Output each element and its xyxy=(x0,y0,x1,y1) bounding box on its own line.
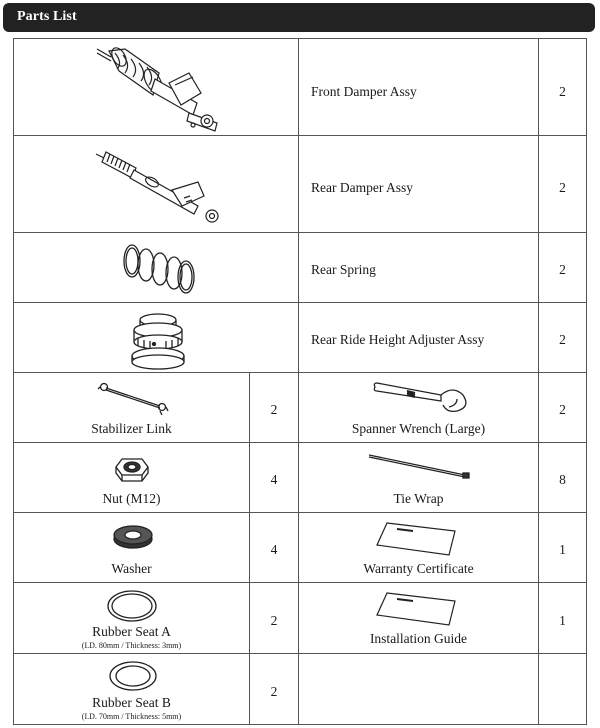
front-damper-image-cell xyxy=(13,38,299,136)
warranty-cell xyxy=(298,512,539,583)
rubber-seat-icon xyxy=(106,589,158,623)
front-damper-qty-cell xyxy=(538,38,587,136)
rubber-seat-a-cell xyxy=(13,582,250,654)
part-detail: (I.D. 80mm / Thickness: 3mm) xyxy=(81,641,182,650)
spanner-wrench-icon xyxy=(371,381,471,415)
spanner-wrench-qty-cell xyxy=(538,372,587,443)
rear-adjuster-image-cell xyxy=(13,302,299,373)
rear-damper-qty-cell xyxy=(538,135,587,233)
rear-damper-name-cell xyxy=(298,135,539,233)
part-qty: 4 xyxy=(270,542,278,557)
part-qty: 4 xyxy=(270,472,278,487)
washer-qty-cell xyxy=(249,512,299,583)
part-name: Nut (M12) xyxy=(102,491,161,506)
part-qty: 1 xyxy=(559,613,566,628)
spanner-wrench-cell xyxy=(298,372,539,443)
front-damper-icon xyxy=(89,43,229,133)
tie-wrap-icon xyxy=(365,451,475,481)
install-guide-cell xyxy=(298,582,539,654)
rubber-seat-a-qty-cell xyxy=(249,582,299,654)
rear-spring-image-cell xyxy=(13,232,299,303)
front-damper-name-cell xyxy=(298,38,539,136)
rubber-seat-b-qty-cell xyxy=(249,653,299,725)
nut-cell xyxy=(13,442,250,513)
part-name: Rear Damper Assy xyxy=(311,180,413,195)
tie-wrap-qty-cell xyxy=(538,442,587,513)
part-name: Rear Ride Height Adjuster Assy xyxy=(311,332,485,347)
part-detail: (I.D. 70mm / Thickness: 5mm) xyxy=(81,712,182,721)
install-guide-qty-cell xyxy=(538,582,587,654)
tie-wrap-cell xyxy=(298,442,539,513)
height-adjuster-icon xyxy=(126,308,190,370)
rear-spring-qty-cell xyxy=(538,232,587,303)
stabilizer-link-qty-cell xyxy=(249,372,299,443)
part-name: Spanner Wrench (Large) xyxy=(351,421,486,436)
spring-icon xyxy=(118,241,198,297)
part-name: Rubber Seat B xyxy=(92,695,171,710)
washer-icon xyxy=(112,523,154,551)
part-name: Tie Wrap xyxy=(393,491,444,506)
part-qty: 2 xyxy=(559,332,566,347)
rear-adjuster-name-cell xyxy=(298,302,539,373)
empty-qty-cell xyxy=(538,653,587,725)
document-icon xyxy=(373,591,463,627)
rubber-seat-b-cell xyxy=(13,653,250,725)
washer-cell xyxy=(13,512,250,583)
part-name: Front Damper Assy xyxy=(311,84,417,99)
part-qty: 2 xyxy=(559,84,566,99)
rear-adjuster-qty-cell xyxy=(538,302,587,373)
part-name: Installation Guide xyxy=(369,631,468,646)
nut-icon xyxy=(114,451,150,485)
part-qty: 2 xyxy=(270,402,278,417)
stabilizer-link-icon xyxy=(96,377,172,417)
document-icon xyxy=(373,521,463,557)
parts-table xyxy=(13,38,587,725)
part-qty: 2 xyxy=(559,180,566,195)
rear-damper-icon xyxy=(92,142,232,228)
part-qty: 2 xyxy=(559,262,566,277)
rear-damper-image-cell xyxy=(13,135,299,233)
page-title: Parts List xyxy=(17,9,77,24)
empty-cell xyxy=(298,653,539,725)
rear-spring-name-cell xyxy=(298,232,539,303)
part-name: Stabilizer Link xyxy=(91,421,172,436)
part-qty: 2 xyxy=(270,684,278,699)
warranty-qty-cell xyxy=(538,512,587,583)
part-name: Warranty Certificate xyxy=(363,561,474,576)
part-name: Rubber Seat A xyxy=(92,624,171,639)
part-name: Rear Spring xyxy=(311,262,376,277)
part-qty: 1 xyxy=(559,542,566,557)
nut-qty-cell xyxy=(249,442,299,513)
part-name: Washer xyxy=(111,561,152,576)
part-qty: 2 xyxy=(270,613,278,628)
rubber-seat-icon xyxy=(108,660,158,692)
parts-list-header xyxy=(3,3,595,32)
part-qty: 8 xyxy=(559,472,566,487)
part-qty: 2 xyxy=(559,402,566,417)
stabilizer-link-cell xyxy=(13,372,250,443)
